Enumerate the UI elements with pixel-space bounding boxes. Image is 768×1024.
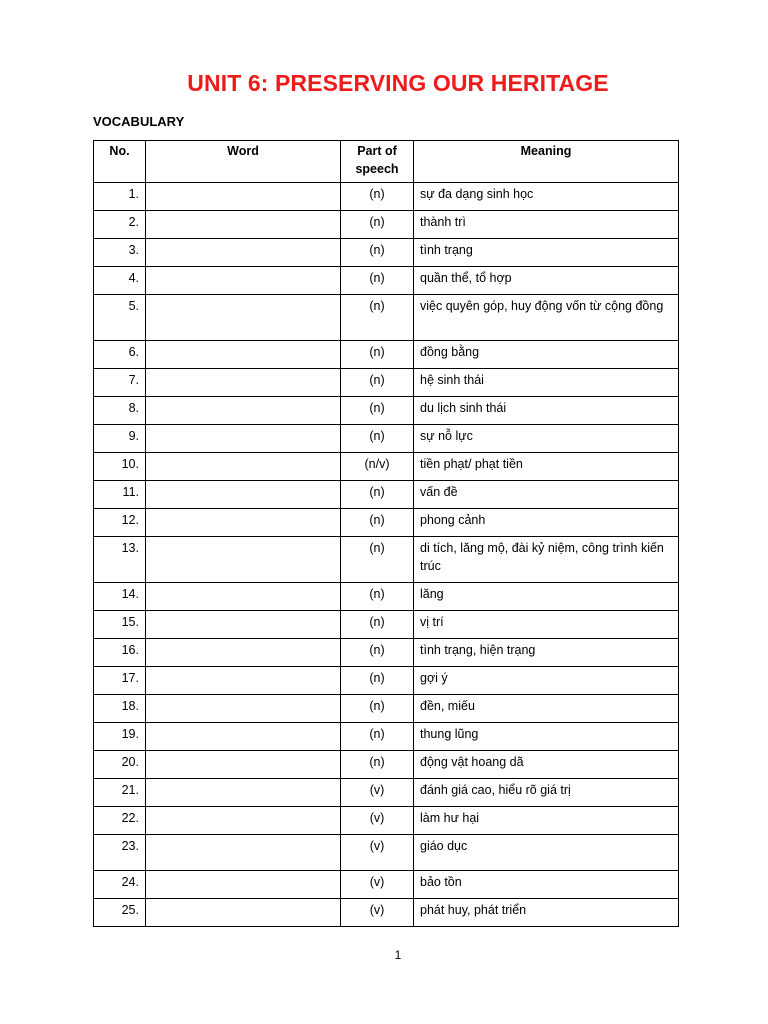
table-row xyxy=(94,583,679,611)
meaning-cell: tình trạng xyxy=(414,239,679,267)
word-cell[interactable] xyxy=(146,583,341,611)
word-cell[interactable] xyxy=(146,723,341,751)
part-of-speech-cell: (n) xyxy=(341,183,414,211)
table-row xyxy=(94,695,679,723)
part-of-speech-cell: (v) xyxy=(341,779,414,807)
part-of-speech-cell: (n) xyxy=(341,667,414,695)
word-cell[interactable] xyxy=(146,807,341,835)
table-row xyxy=(94,341,679,369)
meaning-cell: đền, miếu xyxy=(414,695,679,723)
row-number: 13. xyxy=(94,537,146,583)
row-number: 14. xyxy=(94,583,146,611)
word-cell[interactable] xyxy=(146,835,341,871)
table-row xyxy=(94,425,679,453)
word-cell[interactable] xyxy=(146,425,341,453)
meaning-cell: đánh giá cao, hiểu rõ giá trị xyxy=(414,779,679,807)
table-row xyxy=(94,751,679,779)
row-number: 10. xyxy=(94,453,146,481)
word-cell[interactable] xyxy=(146,481,341,509)
row-number: 8. xyxy=(94,397,146,425)
header-part-of-speech: Part of speech xyxy=(341,141,414,183)
part-of-speech-cell: (n) xyxy=(341,639,414,667)
part-of-speech-cell: (n) xyxy=(341,239,414,267)
part-of-speech-cell: (n) xyxy=(341,295,414,341)
meaning-cell: phong cảnh xyxy=(414,509,679,537)
word-cell[interactable] xyxy=(146,871,341,899)
word-cell[interactable] xyxy=(146,453,341,481)
meaning-cell: vấn đề xyxy=(414,481,679,509)
part-of-speech-cell: (n) xyxy=(341,751,414,779)
table-row xyxy=(94,267,679,295)
word-cell[interactable] xyxy=(146,639,341,667)
table-row xyxy=(94,183,679,211)
part-of-speech-cell: (n) xyxy=(341,425,414,453)
word-cell[interactable] xyxy=(146,295,341,341)
table-row xyxy=(94,211,679,239)
word-cell[interactable] xyxy=(146,537,341,583)
row-number: 4. xyxy=(94,267,146,295)
part-of-speech-cell: (n) xyxy=(341,369,414,397)
meaning-cell: tình trạng, hiện trạng xyxy=(414,639,679,667)
row-number: 17. xyxy=(94,667,146,695)
meaning-cell: du lịch sinh thái xyxy=(414,397,679,425)
row-number: 11. xyxy=(94,481,146,509)
meaning-cell: bảo tồn xyxy=(414,871,679,899)
part-of-speech-cell: (n) xyxy=(341,481,414,509)
part-of-speech-cell: (n) xyxy=(341,397,414,425)
page-number: 1 xyxy=(394,948,402,962)
word-cell[interactable] xyxy=(146,779,341,807)
table-row xyxy=(94,537,679,583)
meaning-cell: sự đa dạng sinh học xyxy=(414,183,679,211)
word-cell[interactable] xyxy=(146,695,341,723)
row-number: 5. xyxy=(94,295,146,341)
section-heading: VOCABULARY xyxy=(93,114,185,129)
part-of-speech-cell: (n) xyxy=(341,723,414,751)
part-of-speech-cell: (n/v) xyxy=(341,453,414,481)
meaning-cell: động vật hoang dã xyxy=(414,751,679,779)
meaning-cell: thành trì xyxy=(414,211,679,239)
row-number: 16. xyxy=(94,639,146,667)
row-number: 21. xyxy=(94,779,146,807)
word-cell[interactable] xyxy=(146,667,341,695)
word-cell[interactable] xyxy=(146,341,341,369)
table-row xyxy=(94,871,679,899)
word-cell[interactable] xyxy=(146,751,341,779)
part-of-speech-cell: (v) xyxy=(341,899,414,927)
table-row xyxy=(94,779,679,807)
part-of-speech-cell: (n) xyxy=(341,267,414,295)
table-row xyxy=(94,453,679,481)
row-number: 24. xyxy=(94,871,146,899)
row-number: 22. xyxy=(94,807,146,835)
meaning-cell: tiền phạt/ phạt tiền xyxy=(414,453,679,481)
table-row xyxy=(94,639,679,667)
row-number: 9. xyxy=(94,425,146,453)
row-number: 2. xyxy=(94,211,146,239)
row-number: 7. xyxy=(94,369,146,397)
table-row xyxy=(94,807,679,835)
part-of-speech-cell: (v) xyxy=(341,871,414,899)
table-row xyxy=(94,481,679,509)
table-row xyxy=(94,397,679,425)
row-number: 19. xyxy=(94,723,146,751)
table-header-row xyxy=(94,141,679,183)
word-cell[interactable] xyxy=(146,509,341,537)
table-row xyxy=(94,611,679,639)
meaning-cell: sự nỗ lực xyxy=(414,425,679,453)
part-of-speech-cell: (n) xyxy=(341,509,414,537)
table-row xyxy=(94,723,679,751)
meaning-cell: đồng bằng xyxy=(414,341,679,369)
meaning-cell: thung lũng xyxy=(414,723,679,751)
part-of-speech-cell: (n) xyxy=(341,341,414,369)
table-row xyxy=(94,667,679,695)
header-no: No. xyxy=(94,141,146,183)
word-cell[interactable] xyxy=(146,267,341,295)
row-number: 15. xyxy=(94,611,146,639)
table-row xyxy=(94,509,679,537)
part-of-speech-cell: (v) xyxy=(341,807,414,835)
meaning-cell: lăng xyxy=(414,583,679,611)
meaning-cell: vị trí xyxy=(414,611,679,639)
meaning-cell: việc quyên góp, huy động vốn từ cộng đồng xyxy=(414,295,679,341)
part-of-speech-cell: (n) xyxy=(341,611,414,639)
word-cell[interactable] xyxy=(146,369,341,397)
table-row xyxy=(94,239,679,267)
part-of-speech-cell: (n) xyxy=(341,537,414,583)
document-title: UNIT 6: PRESERVING OUR HERITAGE xyxy=(187,70,609,96)
meaning-cell: gợi ý xyxy=(414,667,679,695)
header-word: Word xyxy=(146,141,341,183)
meaning-cell: phát huy, phát triển xyxy=(414,899,679,927)
word-cell[interactable] xyxy=(146,211,341,239)
meaning-cell: làm hư hại xyxy=(414,807,679,835)
word-cell[interactable] xyxy=(146,611,341,639)
word-cell[interactable] xyxy=(146,183,341,211)
header-meaning: Meaning xyxy=(414,141,679,183)
part-of-speech-cell: (v) xyxy=(341,835,414,871)
row-number: 23. xyxy=(94,835,146,871)
meaning-cell: di tích, lăng mộ, đài kỷ niệm, công trình kiến trúc xyxy=(414,537,679,583)
word-cell[interactable] xyxy=(146,899,341,927)
row-number: 18. xyxy=(94,695,146,723)
row-number: 6. xyxy=(94,341,146,369)
meaning-cell: quần thể, tổ hợp xyxy=(414,267,679,295)
row-number: 25. xyxy=(94,899,146,927)
table-row xyxy=(94,899,679,927)
part-of-speech-cell: (n) xyxy=(341,583,414,611)
meaning-cell: hệ sinh thái xyxy=(414,369,679,397)
word-cell[interactable] xyxy=(146,239,341,267)
row-number: 1. xyxy=(94,183,146,211)
meaning-cell: giáo dục xyxy=(414,835,679,871)
table-row xyxy=(94,369,679,397)
row-number: 20. xyxy=(94,751,146,779)
part-of-speech-cell: (n) xyxy=(341,695,414,723)
row-number: 3. xyxy=(94,239,146,267)
part-of-speech-cell: (n) xyxy=(341,211,414,239)
row-number: 12. xyxy=(94,509,146,537)
word-cell[interactable] xyxy=(146,397,341,425)
table-row xyxy=(94,835,679,871)
table-row xyxy=(94,295,679,341)
vocabulary-table xyxy=(93,140,679,927)
